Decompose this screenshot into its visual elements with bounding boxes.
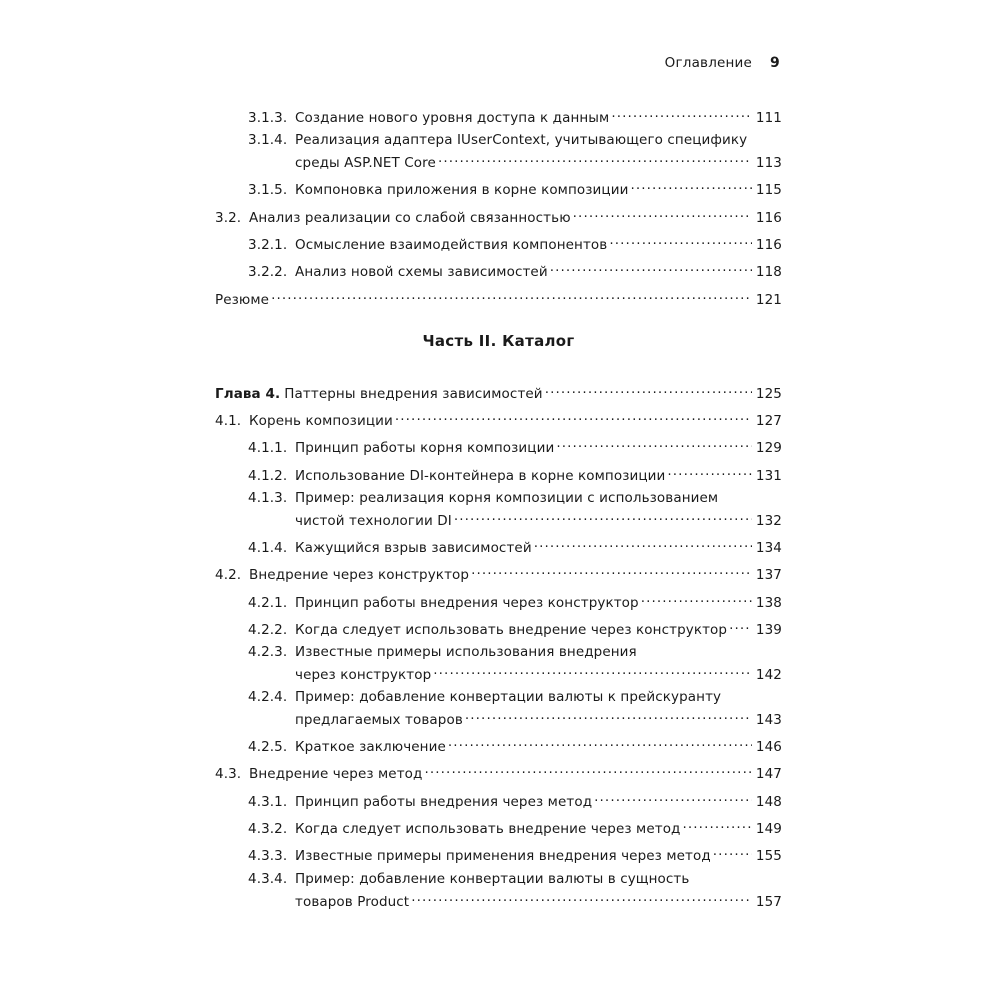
toc-entry-number: 3.2. bbox=[215, 209, 242, 226]
toc-entry[interactable] bbox=[215, 733, 782, 756]
dot-leader bbox=[271, 286, 752, 304]
running-header bbox=[665, 55, 780, 71]
toc-entry[interactable] bbox=[215, 561, 782, 584]
toc-entry-number: 4.1.2. bbox=[248, 467, 288, 484]
toc-entry-page-ref: 134 bbox=[755, 539, 782, 556]
toc-entry-number: 4.3.4. bbox=[248, 870, 288, 887]
toc-entry-chapter[interactable] bbox=[215, 380, 782, 403]
toc-entry-number: 3.1.3. bbox=[248, 110, 288, 126]
toc-entry[interactable] bbox=[215, 489, 782, 530]
toc-entry-title: Корень композиции bbox=[249, 413, 393, 429]
chapter-page-ref: 125 bbox=[755, 386, 782, 402]
toc-entry-title: товаров Product bbox=[295, 893, 410, 910]
toc-entry[interactable] bbox=[215, 176, 782, 199]
dot-leader bbox=[667, 462, 752, 480]
toc-entry-title: Принцип работы внедрения через метод bbox=[295, 793, 593, 810]
toc-entry-title: среды ASP.NET Core bbox=[295, 155, 436, 172]
toc-entry[interactable] bbox=[215, 760, 782, 783]
toc-entry-title: Известные примеры использования внедрения bbox=[295, 644, 637, 661]
toc-entry-title: Анализ реализации со слабой связанностью bbox=[249, 209, 571, 226]
toc-entry-page-ref: 146 bbox=[755, 739, 782, 756]
toc-entry[interactable] bbox=[215, 231, 782, 254]
toc-entry-page-ref: 116 bbox=[755, 236, 782, 253]
toc-entry-number: 4.1. bbox=[215, 413, 242, 429]
dot-leader bbox=[594, 788, 752, 806]
toc-entry-number: 4.2.4. bbox=[248, 689, 288, 706]
header-section-title: Оглавление bbox=[664, 55, 753, 71]
toc-entry-page-ref: 121 bbox=[755, 291, 782, 308]
toc-entry-title: предлагаемых товаров bbox=[295, 712, 463, 729]
dot-leader bbox=[465, 706, 752, 724]
toc-entry-title: Анализ новой схемы зависимостей bbox=[295, 264, 548, 281]
toc-entry-title: Внедрение через метод bbox=[249, 766, 423, 783]
dot-leader bbox=[729, 616, 752, 634]
dot-leader bbox=[609, 231, 752, 249]
toc-entry[interactable] bbox=[215, 842, 782, 865]
toc-entry[interactable] bbox=[215, 434, 782, 457]
toc-entry-page-ref: 157 bbox=[755, 893, 782, 910]
toc-entry-page-ref: 137 bbox=[755, 567, 782, 584]
toc-entry-title: Когда следует использовать внедрение через метод bbox=[295, 821, 681, 837]
toc-entry-number: 4.2.1. bbox=[248, 594, 288, 611]
toc-entry-number: 4.2.5. bbox=[248, 739, 288, 756]
toc-entry[interactable] bbox=[215, 286, 782, 309]
toc-entry-page-ref: 147 bbox=[755, 766, 782, 783]
toc-entry-title: Когда следует использовать внедрение через конструктор bbox=[295, 621, 728, 638]
toc-entry[interactable] bbox=[215, 204, 782, 227]
toc-entry-page-ref: 142 bbox=[755, 667, 782, 684]
toc-entry[interactable] bbox=[215, 258, 782, 281]
chapter-label: Глава 4. bbox=[215, 386, 281, 402]
dot-leader bbox=[556, 434, 752, 452]
dot-leader bbox=[550, 258, 752, 276]
toc-entry-page-ref: 131 bbox=[755, 467, 782, 484]
toc-entry-title: Реализация адаптера IUserContext, учитывающего специфику bbox=[295, 132, 748, 149]
toc-entry-title: чистой технологии DI bbox=[295, 512, 452, 529]
dot-leader bbox=[438, 149, 752, 167]
toc-entry[interactable] bbox=[215, 104, 782, 127]
toc-entry-title: Пример: добавление конвертации валюты к прейскуранту bbox=[295, 689, 722, 706]
toc-entry-title: Осмысление взаимодействия компонентов bbox=[295, 236, 608, 253]
toc-entry[interactable] bbox=[215, 407, 782, 430]
toc-entry[interactable] bbox=[215, 589, 782, 612]
toc-entry-number: 3.1.5. bbox=[248, 182, 288, 199]
dot-leader bbox=[683, 815, 752, 833]
toc-entry-page-ref: 111 bbox=[755, 110, 782, 126]
toc-entry-page-ref: 148 bbox=[755, 793, 782, 810]
header-page-number: 9 bbox=[770, 55, 780, 71]
toc-entry[interactable] bbox=[215, 643, 782, 684]
toc-entry-number: 4.1.3. bbox=[248, 489, 288, 506]
dot-leader bbox=[411, 888, 752, 906]
toc-entry-title: через конструктор bbox=[295, 667, 432, 684]
toc-entry[interactable] bbox=[215, 815, 782, 838]
toc-entry-page-ref: 138 bbox=[755, 594, 782, 611]
toc-entry-page-ref: 118 bbox=[755, 264, 782, 281]
toc-entry-number: 4.3.2. bbox=[248, 821, 288, 837]
toc-entry-page-ref: 115 bbox=[755, 182, 782, 199]
toc-entry-number: 4.3. bbox=[215, 766, 242, 783]
toc-entry-page-ref: 155 bbox=[755, 848, 782, 865]
dot-leader bbox=[454, 507, 752, 525]
toc-entry-title: Кажущийся взрыв зависимостей bbox=[295, 539, 532, 556]
toc-entry-number: 4.1.1. bbox=[248, 440, 288, 457]
toc-entry-title: Пример: реализация корня композиции с использованием bbox=[295, 489, 719, 506]
toc-entry-title: Принцип работы внедрения через конструктор bbox=[295, 594, 639, 611]
toc-entry-title: Использование DI-контейнера в корне композиции bbox=[295, 467, 666, 484]
toc-entry[interactable] bbox=[215, 534, 782, 557]
dot-leader bbox=[424, 760, 751, 778]
dot-leader bbox=[545, 380, 752, 398]
toc-entry-page-ref: 113 bbox=[755, 155, 782, 172]
chapter-title: Паттерны внедрения зависимостей bbox=[284, 386, 543, 402]
dot-leader bbox=[611, 104, 752, 122]
dot-leader bbox=[534, 534, 752, 552]
toc-entry-number: 4.3.1. bbox=[248, 793, 288, 810]
toc-entry-page-ref: 149 bbox=[755, 821, 782, 837]
toc-entry[interactable] bbox=[215, 870, 782, 911]
toc-entry-title: Внедрение через конструктор bbox=[249, 567, 470, 584]
toc-entry-number: 4.2.3. bbox=[248, 644, 288, 661]
dot-leader bbox=[713, 842, 752, 860]
toc-entry-page-ref: 132 bbox=[755, 512, 782, 529]
toc-entry-page-ref: 143 bbox=[755, 712, 782, 729]
toc-entry-number: 3.2.2. bbox=[248, 264, 288, 281]
toc-entry-page-ref: 139 bbox=[755, 621, 782, 638]
toc-entry-number: 4.1.4. bbox=[248, 539, 288, 556]
toc-entry-number: 4.2.2. bbox=[248, 621, 288, 638]
toc-entry[interactable] bbox=[215, 788, 782, 811]
dot-leader bbox=[471, 561, 752, 579]
toc-entry-title: Резюме bbox=[215, 291, 270, 308]
toc-entry-title: Создание нового уровня доступа к данным bbox=[295, 110, 610, 126]
toc-entry-number: 4.2. bbox=[215, 567, 242, 584]
dot-leader bbox=[573, 204, 752, 222]
toc-entry-number: 3.1.4. bbox=[248, 132, 288, 149]
toc-entry-page-ref: 116 bbox=[755, 209, 782, 226]
dot-leader bbox=[641, 589, 752, 607]
toc-chapter-4 bbox=[215, 380, 782, 403]
toc-entry-title: Компоновка приложения в корне композиции bbox=[295, 182, 629, 199]
toc-entry[interactable] bbox=[215, 131, 782, 172]
toc-entry[interactable] bbox=[215, 616, 782, 639]
toc-entry-title: Пример: добавление конвертации валюты в сущность bbox=[295, 870, 690, 887]
toc-entry-number: 3.2.1. bbox=[248, 236, 288, 253]
toc-entry-page-ref: 127 bbox=[755, 413, 782, 429]
toc-entry[interactable] bbox=[215, 688, 782, 729]
toc-entry-page-ref: 129 bbox=[755, 440, 782, 457]
dot-leader bbox=[448, 733, 752, 751]
toc-entry[interactable] bbox=[215, 462, 782, 485]
dot-leader bbox=[395, 407, 752, 425]
toc-entry-number: 4.3.3. bbox=[248, 848, 288, 865]
part-heading: Часть II. Каталог bbox=[422, 332, 575, 350]
toc-entry-title: Краткое заключение bbox=[295, 739, 446, 756]
toc-entry-title: Принцип работы корня композиции bbox=[295, 440, 555, 457]
dot-leader bbox=[630, 176, 751, 194]
dot-leader bbox=[433, 661, 752, 679]
toc-entry-title: Известные примеры применения внедрения через метод bbox=[295, 848, 711, 865]
